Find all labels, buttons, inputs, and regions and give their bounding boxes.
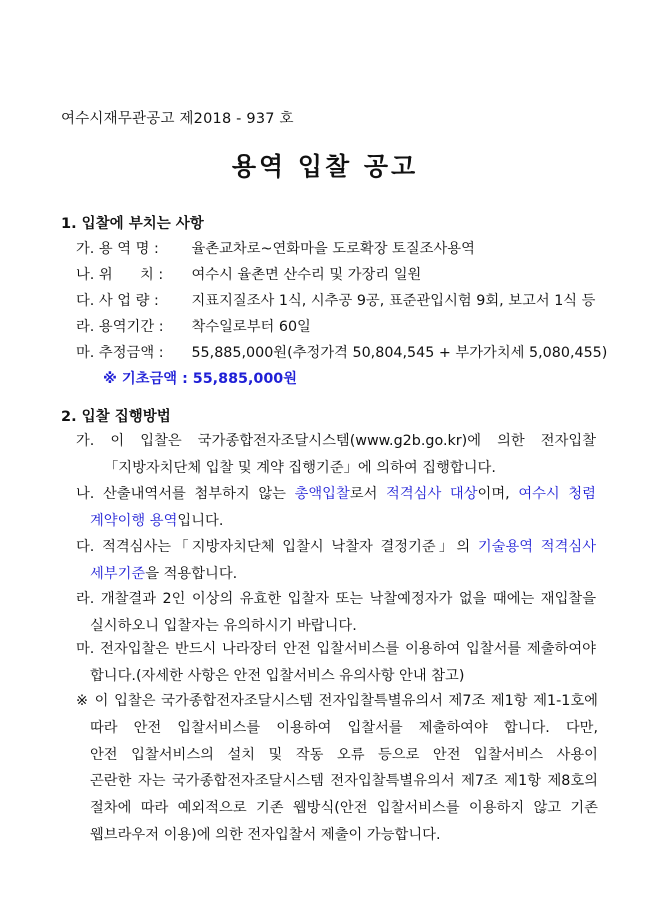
section1-item-location — [76, 264, 421, 284]
section1-item-estimate — [76, 342, 607, 362]
item-mark: 다. — [76, 539, 95, 555]
item-text: 로서 — [349, 486, 387, 502]
item-mark: 나. — [76, 486, 95, 502]
section2-item-na — [76, 481, 596, 534]
note-line: 안전 입찰서비스의 설치 및 작동 오류 등으로 안전 입찰서비스 사용이 — [90, 746, 598, 763]
item-mark: 나. — [76, 267, 95, 283]
section1-item-name — [76, 238, 475, 258]
item-value: 율촌교차로~연화마을 도로확장 토질조사용역 — [191, 241, 475, 257]
item-mark: 가. — [76, 241, 95, 257]
note-line: 이 입찰은 국가종합전자조달시스템 전자입찰특별유의서 제7조 제1항 제1-1호에 — [94, 693, 598, 709]
section2-item-ra — [76, 586, 596, 639]
item-line: 이 입찰은 국가종합전자조달시스템(www.g2b.go.kr)에 의한 전자입찰 — [110, 433, 597, 449]
item-value: 여수시 율촌면 산수리 및 가장리 일원 — [191, 267, 422, 283]
note-line: 곤란한 자는 국가종합전자조달시스템 전자입찰특별유의서 제7조 제1항 제8호의 — [90, 773, 598, 790]
item-value: 55,885,000원(추정가격 50,804,545 + 부가가치세 5,080,455) — [191, 345, 608, 361]
item-text: 이며, — [477, 486, 519, 502]
item-line: 개찰결과 2인 이상의 유효한 입찰자 또는 낙찰예정자가 없을 때에는 재입찰을 — [100, 591, 596, 607]
item-line: 전자입찰은 반드시 나라장터 안전 입찰서비스를 이용하여 입찰서를 제출하여야 — [100, 641, 596, 657]
item-mark: 다. — [76, 293, 95, 309]
item-text: 입니다. — [177, 512, 224, 529]
section2-note — [76, 688, 598, 849]
item-line: 실시하오니 입찰자는 유의하시기 바랍니다. — [90, 617, 357, 634]
item-text: 을 적용합니다. — [145, 565, 238, 582]
section2-item-ga — [76, 428, 596, 481]
page-title: 용역 입찰 공고 — [231, 152, 419, 181]
emphasis-qualification: 적격심사 대상 — [386, 486, 478, 502]
emphasis-lump-sum: 총액입찰 — [294, 486, 350, 502]
item-line: 합니다.(자세한 사항은 안전 입찰서비스 유의사항 안내 참고) — [90, 667, 465, 684]
note-line: 절차에 따라 예외적으로 기존 웹방식(안전 입찰서비스를 이용하지 않고 기존 — [90, 800, 598, 817]
item-mark: 라. — [76, 319, 95, 335]
emphasis-tech-service: 기술용역 적격심사 — [477, 539, 597, 555]
note-mark: ※ — [76, 693, 90, 709]
section2-heading: 2. 입찰 집행방법 — [61, 409, 171, 425]
item-text: 산출내역서를 첨부하지 않는 — [102, 486, 295, 502]
base-amount: ※ 기초금액 : 55,885,000원 — [103, 371, 298, 387]
section2-item-da — [76, 534, 596, 587]
item-mark: 마. — [76, 641, 95, 657]
item-label: 용역기간 : — [98, 319, 164, 335]
section1-item-scope — [76, 290, 595, 310]
section2-item-ma — [76, 636, 596, 689]
item-value: 지표지질조사 1식, 시추공 9공, 표준관입시험 9회, 보고서 1식 등 — [191, 293, 596, 309]
item-mark: 가. — [76, 433, 95, 449]
notice-number: 여수시재무관공고 제2018 - 937 호 — [61, 111, 294, 127]
item-line: 「지방자치단체 입찰 및 계약 집행기준」에 의하여 집행합니다. — [104, 459, 496, 476]
note-line: 웹브라우저 이용)에 의한 전자입찰서 제출이 가능합니다. — [90, 826, 441, 843]
section1-heading: 1. 입찰에 부치는 사항 — [61, 216, 204, 232]
emphasis-contract: 계약이행 용역 — [90, 512, 178, 529]
item-label: 용 역 명 : — [98, 241, 159, 257]
item-label: 사 업 량 : — [98, 293, 159, 309]
emphasis-integrity: 여수시 청렴 — [518, 486, 596, 502]
item-value: 착수일로부터 60일 — [191, 319, 311, 335]
item-label: 추정금액 : — [98, 345, 164, 361]
item-label: 위 치 : — [98, 267, 164, 283]
item-mark: 마. — [76, 345, 95, 361]
item-mark: 라. — [76, 591, 95, 607]
section1-item-period — [76, 316, 311, 336]
emphasis-criteria: 세부기준 — [90, 565, 146, 582]
item-text: 적격심사는「지방자치단체 입찰시 낙찰자 결정기준」의 — [102, 539, 478, 555]
note-line: 따라 안전 입찰서비스를 이용하여 입찰서를 제출하여야 합니다. 다만, — [90, 719, 598, 736]
